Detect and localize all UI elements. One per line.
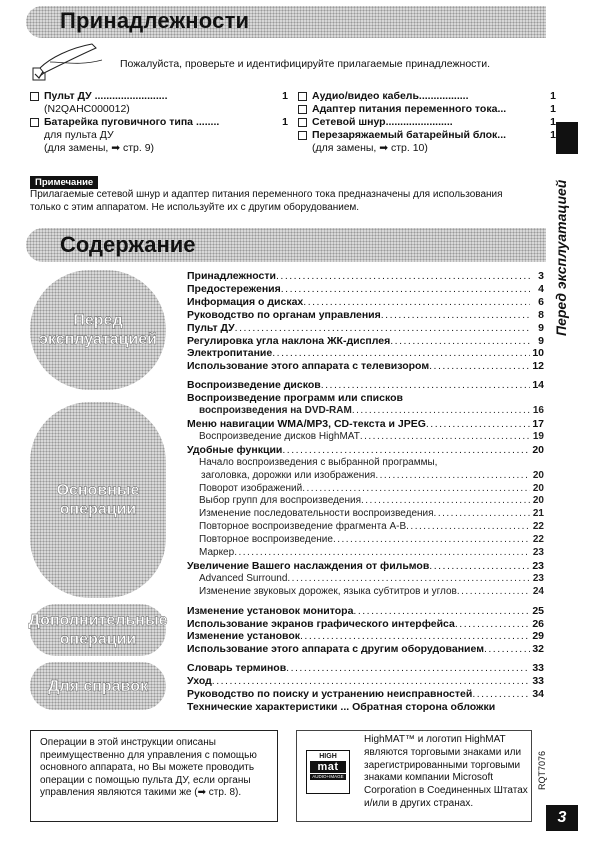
toc-page-number: 23 bbox=[532, 572, 544, 584]
toc-leader-dots bbox=[303, 296, 530, 309]
accessory-item bbox=[298, 129, 556, 142]
toc-entry[interactable] bbox=[187, 457, 544, 470]
toc-leader-dots bbox=[472, 688, 530, 701]
toc-entry-title: Повторное воспроизведение фрагмента A-B bbox=[199, 521, 407, 533]
document-code: RQT7076 bbox=[537, 750, 547, 790]
accessory-qty: 1 bbox=[550, 103, 556, 115]
section-reference: Для справок bbox=[30, 662, 166, 710]
toc-page-number: 6 bbox=[538, 295, 544, 308]
accessory-name: Сетевой шнур....................... bbox=[312, 116, 453, 128]
toc-entry[interactable] bbox=[187, 675, 544, 688]
toc-entry[interactable] bbox=[187, 573, 544, 586]
toc-page-number: 10 bbox=[532, 347, 544, 360]
toc-entry-title: Поворот изображений bbox=[199, 482, 303, 494]
note-text: Прилагаемые сетевой шнур и адаптер питания переменного тока предназначены для использования только с этим аппаратом. Не используйте их с другим оборудованием. bbox=[30, 189, 503, 213]
toc-leader-dots bbox=[302, 483, 530, 496]
toc-entry[interactable] bbox=[187, 392, 544, 405]
toc-leader-dots bbox=[390, 335, 530, 348]
section-before-use: Перед эксплуатацией bbox=[30, 270, 166, 390]
toc-leader-dots bbox=[361, 495, 530, 508]
toc-entry-title: Увеличение Вашего наслаждения от фильмов bbox=[187, 559, 430, 572]
toc-leader-dots bbox=[272, 347, 530, 360]
toc-entry-title: Изменение установок bbox=[187, 630, 300, 643]
toc-entry[interactable] bbox=[187, 270, 544, 283]
toc-entry[interactable] bbox=[187, 521, 544, 534]
checkbox-icon bbox=[298, 131, 307, 140]
toc-page-number: 16 bbox=[532, 405, 544, 417]
toc-entry[interactable] bbox=[187, 630, 544, 643]
toc-leader-dots bbox=[282, 444, 530, 457]
toc-entry-title: Электропитание bbox=[187, 347, 273, 360]
checkbox-icon bbox=[298, 105, 307, 114]
toc-entry-title: Технические характеристики ... Обратная сторона обложки bbox=[187, 701, 496, 713]
toc-entry[interactable] bbox=[187, 560, 544, 573]
accessory-qty: 1 bbox=[282, 90, 288, 102]
toc-entry[interactable] bbox=[187, 322, 544, 335]
toc-page-number: 20 bbox=[532, 443, 544, 456]
toc-entry-title: Регулировка угла наклона ЖК-дисплея bbox=[187, 334, 391, 347]
highmat-text: HighMAT™ и логотип HighMAT являются торговыми знаками или зарегистрированными торговыми знаками компании Microsoft Corporation в Соединенных Штатах и/или в других странах. bbox=[364, 734, 528, 809]
toc-entry[interactable] bbox=[187, 547, 544, 560]
toc-page-number: 24 bbox=[532, 585, 544, 597]
toc-leader-dots bbox=[360, 431, 530, 444]
toc-page-number: 32 bbox=[532, 643, 544, 656]
toc-leader-dots bbox=[235, 322, 530, 335]
toc-entry[interactable] bbox=[187, 283, 544, 296]
toc-entry[interactable] bbox=[187, 586, 544, 599]
toc-entry-title: Повторное воспроизведение bbox=[199, 534, 333, 546]
toc-entry-title: Принадлежности bbox=[187, 270, 276, 282]
remote-note-text: Операции в этой инструкции описаны преимущественно для управления с помощью основного аппарата, но Вы можете проводить операции с помощью пульта ДУ, если органы управления являются такими же (➡ стр. 8). bbox=[40, 737, 257, 799]
toc-entry-title: Использование экранов графического интерфейса bbox=[187, 617, 455, 630]
toc-entry-title: заголовка, дорожки или изображения bbox=[201, 469, 376, 481]
accessory-name: Аудио/видео кабель................. bbox=[312, 90, 469, 102]
toc-entry[interactable] bbox=[187, 431, 544, 444]
toc-entry[interactable] bbox=[187, 701, 544, 714]
accessory-item bbox=[30, 116, 288, 129]
contents-title: Содержание bbox=[60, 232, 196, 257]
toc-page-number: 19 bbox=[532, 430, 544, 442]
toc-entry[interactable] bbox=[187, 483, 544, 496]
toc-entry[interactable] bbox=[187, 296, 544, 309]
toc-page-number: 25 bbox=[532, 604, 544, 617]
accessories-title: Принадлежности bbox=[60, 8, 250, 33]
toc-leader-dots bbox=[333, 534, 530, 547]
toc-leader-dots bbox=[321, 379, 530, 392]
accessory-note: (для замены, ➡ стр. 9) bbox=[44, 142, 155, 154]
checkbox-icon bbox=[30, 118, 39, 127]
toc-page-number: 20 bbox=[532, 482, 544, 494]
toc-leader-dots bbox=[484, 643, 530, 656]
toc-entry[interactable] bbox=[187, 534, 544, 547]
toc-entry-title: Использование этого аппарата с телевизором bbox=[187, 360, 430, 373]
toc-leader-dots bbox=[352, 405, 530, 418]
toc-leader-dots bbox=[429, 560, 530, 573]
toc-leader-dots bbox=[353, 605, 530, 618]
toc-page-number: 26 bbox=[532, 617, 544, 630]
toc-entry-title: Уход bbox=[187, 675, 212, 688]
toc-page-number: 23 bbox=[532, 547, 544, 559]
accessory-note: для пульта ДУ bbox=[44, 129, 114, 141]
toc-entry-title: воспроизведения на DVD-RAM bbox=[199, 405, 352, 417]
toc-page-number: 12 bbox=[532, 360, 544, 373]
pen-check-icon bbox=[30, 40, 110, 90]
toc-entry-title: Пульт ДУ bbox=[187, 321, 235, 334]
toc-entry-title: Руководство по органам управления bbox=[187, 308, 381, 321]
toc-entry-title: Начало воспроизведения с выбранной программы, bbox=[199, 456, 438, 468]
toc-leader-dots bbox=[434, 508, 530, 521]
toc-page-number: 33 bbox=[532, 675, 544, 688]
checkbox-icon bbox=[298, 118, 307, 127]
toc-entry-title: Advanced Surround bbox=[199, 572, 288, 584]
toc-page-number: 4 bbox=[538, 282, 544, 295]
section-advanced-operations: Дополнительные операции bbox=[30, 604, 166, 656]
accessory-name: Перезаряжаемый батарейный блок... bbox=[312, 129, 507, 141]
toc-leader-dots bbox=[457, 586, 530, 599]
toc-leader-dots bbox=[234, 547, 530, 560]
checkbox-icon bbox=[298, 92, 307, 101]
accessory-item bbox=[298, 116, 556, 129]
toc-entry-title: Руководство по поиску и устранению неисправностей bbox=[187, 688, 473, 701]
toc-leader-dots bbox=[375, 470, 530, 483]
accessory-note: (для замены, ➡ стр. 10) bbox=[312, 142, 428, 154]
highmat-logo-top: HIGH bbox=[319, 753, 337, 760]
checkbox-icon bbox=[30, 92, 39, 101]
toc-leader-dots bbox=[276, 270, 530, 283]
toc-page-number: 29 bbox=[532, 630, 544, 643]
page-number: 3 bbox=[546, 805, 578, 831]
toc-page-number: 33 bbox=[532, 662, 544, 675]
toc-page-number: 3 bbox=[538, 270, 544, 282]
toc-entry-title: Изменение последовательности воспроизведения bbox=[199, 508, 434, 520]
toc-leader-dots bbox=[300, 630, 530, 643]
toc-entry[interactable] bbox=[187, 508, 544, 521]
toc-entry[interactable] bbox=[187, 309, 544, 322]
toc-entry[interactable] bbox=[187, 605, 544, 618]
toc-entry-title: Изменение звуковых дорожек, языка субтитров и углов bbox=[199, 585, 457, 597]
toc-page-number: 20 bbox=[532, 469, 544, 481]
toc-leader-dots bbox=[426, 418, 530, 431]
toc-entry-title: Воспроизведение дисков HighMAT bbox=[199, 430, 360, 442]
toc-leader-dots bbox=[429, 360, 530, 373]
accessory-name: Адаптер питания переменного тока... bbox=[312, 103, 507, 115]
accessory-name: Батарейка пуговичного типа ........ bbox=[44, 116, 220, 128]
toc-entry[interactable] bbox=[187, 379, 544, 392]
toc-entry-title: Предостережения bbox=[187, 282, 281, 295]
toc-entry[interactable] bbox=[187, 495, 544, 508]
toc-page-number: 17 bbox=[532, 417, 544, 430]
toc-entry[interactable] bbox=[187, 470, 544, 483]
accessory-item bbox=[298, 103, 556, 116]
toc-entry[interactable] bbox=[187, 418, 544, 431]
toc-entry[interactable] bbox=[187, 444, 544, 457]
side-tab-marker bbox=[556, 122, 578, 154]
accessories-intro: Пожалуйста, проверьте и идентифицируйте прилагаемые принадлежности. bbox=[120, 58, 491, 70]
accessory-name: Пульт ДУ ......................... bbox=[44, 90, 168, 102]
highmat-logo-bottom: AUDIO+IMAGE bbox=[310, 774, 346, 780]
accessory-note: (N2QAHC000012) bbox=[44, 103, 130, 115]
toc-leader-dots bbox=[281, 283, 530, 296]
section-basic-operations: Основные операции bbox=[30, 402, 166, 598]
toc-page-number: 8 bbox=[538, 308, 544, 321]
toc-leader-dots bbox=[455, 618, 530, 631]
toc-leader-dots bbox=[212, 675, 530, 688]
toc-entry[interactable] bbox=[187, 405, 544, 418]
toc-page-number: 20 bbox=[532, 495, 544, 507]
toc-entry-title: Выбор групп для воспроизведения bbox=[199, 495, 361, 507]
toc-entry-title: Использование этого аппарата с другим оборудованием bbox=[187, 643, 484, 656]
toc-page-number: 14 bbox=[532, 379, 544, 392]
toc-entry[interactable] bbox=[187, 643, 544, 656]
toc-entry[interactable] bbox=[187, 360, 544, 373]
accessories-list-left bbox=[30, 90, 288, 155]
side-tab-label: Перед эксплуатацией bbox=[553, 179, 569, 336]
highmat-logo-mid: mat bbox=[310, 761, 346, 773]
toc-entry-title: Маркер bbox=[199, 547, 235, 559]
accessory-qty: 1 bbox=[282, 116, 288, 128]
toc-page-number: 21 bbox=[532, 508, 544, 520]
toc-entry-title: Воспроизведение программ или списков bbox=[187, 392, 403, 405]
toc-entry-title: Информация о дисках bbox=[187, 295, 304, 308]
toc-leader-dots bbox=[406, 521, 530, 534]
toc-leader-dots bbox=[287, 573, 530, 586]
toc-page-number: 9 bbox=[538, 334, 544, 347]
toc-entry[interactable] bbox=[187, 618, 544, 631]
accessory-qty: 1 bbox=[550, 116, 556, 128]
toc-entry-title: Удобные функции bbox=[187, 443, 283, 456]
toc-entry[interactable] bbox=[187, 347, 544, 360]
accessory-item bbox=[30, 90, 288, 103]
toc-entry-title: Словарь терминов bbox=[187, 662, 287, 675]
toc-entry[interactable] bbox=[187, 662, 544, 675]
toc-entry[interactable] bbox=[187, 335, 544, 348]
note-label: Примечание bbox=[30, 176, 98, 189]
accessory-qty: 1 bbox=[550, 129, 556, 141]
toc-entry-title: Воспроизведение дисков bbox=[187, 379, 321, 392]
accessory-qty: 1 bbox=[550, 90, 556, 102]
toc-entry[interactable] bbox=[187, 688, 544, 701]
toc-page-number: 23 bbox=[532, 559, 544, 572]
toc-entry-title: Меню навигации WMA/MP3, CD-текста и JPEG bbox=[187, 417, 426, 430]
toc-leader-dots bbox=[381, 309, 530, 322]
accessories-list-right bbox=[298, 90, 556, 155]
toc-entry-title: Изменение установок монитора bbox=[187, 604, 354, 617]
table-of-contents bbox=[187, 270, 544, 714]
highmat-logo bbox=[306, 750, 350, 794]
accessory-item bbox=[298, 90, 556, 103]
toc-page-number: 34 bbox=[532, 688, 544, 701]
toc-page-number: 22 bbox=[532, 521, 544, 533]
toc-page-number: 22 bbox=[532, 534, 544, 546]
toc-leader-dots bbox=[286, 662, 530, 675]
toc-page-number: 9 bbox=[538, 321, 544, 334]
